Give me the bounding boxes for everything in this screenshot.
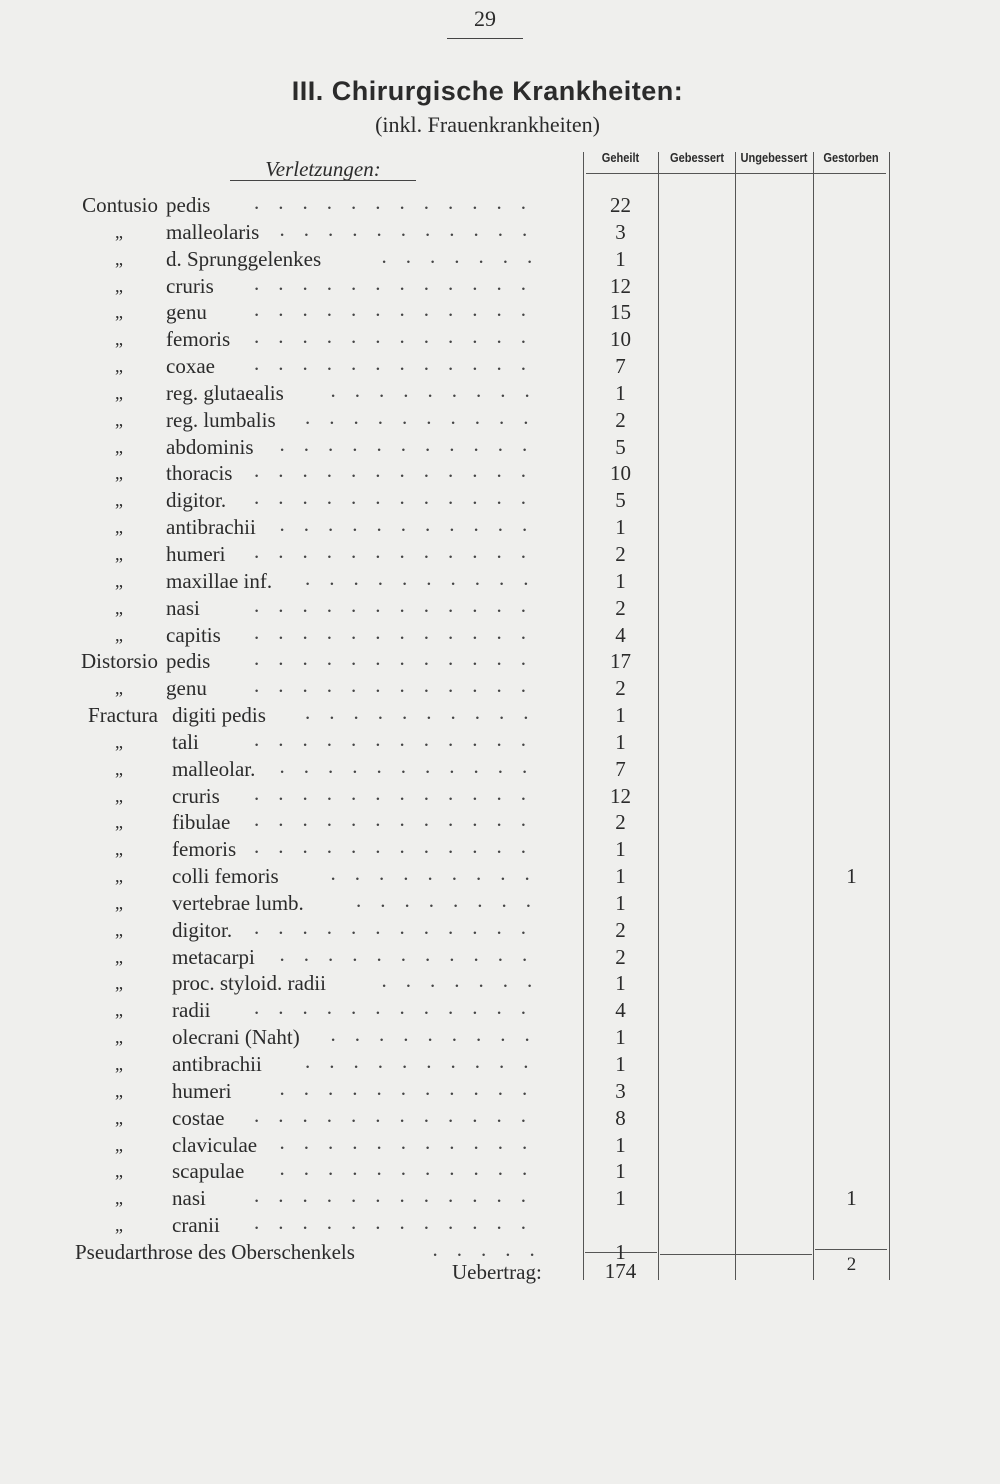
table-row	[0, 995, 1000, 1025]
row-label: colli femoris	[172, 864, 279, 889]
row-label: genu	[166, 676, 207, 701]
dot-leader: ..........	[305, 700, 548, 725]
dot-leader: ............	[254, 1102, 545, 1127]
row-prefix: „	[115, 570, 123, 591]
cell-geheilt: 2	[615, 676, 626, 701]
table-row	[0, 1049, 1000, 1079]
table-row	[0, 270, 1000, 301]
dot-leader: ............	[254, 914, 545, 939]
row-prefix: „	[115, 275, 123, 296]
row-label: humeri	[166, 541, 226, 566]
row-label: malleolar.	[172, 756, 256, 781]
cell-geheilt: 3	[615, 219, 626, 244]
row-label: digitor.	[166, 488, 227, 513]
row-prefix: Distorsio	[80, 649, 158, 674]
row-label: genu	[166, 300, 207, 325]
row-label: coxae	[166, 354, 215, 379]
row-prefix: Contusio	[82, 193, 158, 217]
row-prefix: „	[115, 1107, 123, 1128]
dot-leader: ............	[254, 324, 545, 349]
table-row	[0, 807, 1000, 837]
row-label: scapulae	[172, 1159, 245, 1184]
cell-geheilt: 15	[610, 300, 631, 325]
row-label: reg. glutaealis	[166, 380, 284, 405]
row-label: proc. styloid. radii	[172, 971, 326, 996]
cell-geheilt: 1	[615, 729, 626, 754]
table-row	[0, 512, 1000, 542]
section-title: III. Chirurgische Krankheiten:	[291, 76, 684, 106]
row-label: nasi	[172, 1186, 206, 1211]
cell-geheilt: 10	[610, 461, 631, 486]
row-label: vertebrae lumb.	[172, 890, 304, 915]
row-prefix: „	[115, 302, 123, 323]
row-prefix: „	[115, 946, 123, 967]
row-label: femoris	[166, 327, 231, 352]
row-label: radii	[172, 998, 211, 1023]
row-prefix: „	[115, 1161, 123, 1182]
table-row	[0, 861, 1000, 891]
dot-leader: ............	[254, 807, 545, 832]
cell-geheilt: 5	[615, 488, 626, 513]
cell-geheilt: 2	[615, 595, 626, 620]
row-prefix: „	[115, 436, 123, 457]
header-rule	[586, 173, 886, 174]
row-prefix: „	[115, 785, 123, 806]
row-prefix: Fractura	[88, 703, 158, 728]
column-header-ungebessert: Ungebessert	[740, 150, 808, 165]
carry-died-total: 2	[846, 1254, 857, 1275]
row-prefix: „	[115, 973, 123, 994]
dot-leader: ........	[356, 887, 550, 912]
dot-leader: .......	[381, 243, 552, 268]
cell-geheilt: 10	[610, 327, 631, 352]
cell-geheilt: 7	[615, 354, 626, 379]
cell-geheilt: 8	[615, 1105, 626, 1130]
cell-geheilt: 2	[615, 810, 626, 835]
cell-geheilt: 4	[615, 622, 626, 647]
table-row	[0, 324, 1000, 354]
cell-geheilt: 1	[615, 568, 626, 593]
cell-geheilt: 2	[615, 917, 626, 942]
dot-leader: ............	[254, 1210, 545, 1235]
row-label: pedis	[166, 193, 211, 217]
dot-leader: ............	[254, 270, 545, 295]
row-prefix: „	[115, 382, 123, 403]
dot-leader: ...........	[279, 431, 547, 456]
row-label: capitis	[166, 622, 221, 647]
row-prefix: „	[115, 490, 123, 511]
cell-geheilt: 1	[615, 380, 626, 405]
dot-leader: ............	[254, 995, 545, 1020]
row-prefix: „	[115, 1188, 123, 1209]
table-row	[0, 592, 1000, 623]
row-prefix: „	[115, 678, 123, 699]
dot-leader: ............	[254, 297, 545, 322]
table-row	[0, 431, 1000, 462]
row-label: reg. lumbalis	[166, 407, 276, 432]
section-subtitle: (inkl. Frauenkrankheiten)	[375, 112, 600, 137]
cell-geheilt: 1	[615, 515, 626, 540]
row-prefix: „	[115, 866, 123, 887]
cell-geheilt: 1	[615, 1132, 626, 1157]
cell-geheilt: 1	[615, 246, 626, 271]
cell-geheilt: 3	[615, 1078, 626, 1103]
dot-leader: ............	[254, 646, 545, 671]
dot-leader: ............	[254, 190, 545, 214]
dot-leader: ..........	[305, 565, 548, 590]
table-row	[0, 243, 1000, 274]
column-header-gestorben: Gestorben	[823, 150, 879, 165]
table-row	[0, 726, 1000, 757]
row-prefix: „	[115, 356, 123, 377]
row-prefix: „	[115, 221, 123, 242]
row-prefix: „	[115, 463, 123, 484]
cell-geheilt: 1	[615, 837, 626, 862]
table-row	[0, 1183, 1000, 1213]
cell-geheilt: 1	[615, 703, 626, 728]
cell-geheilt: 1	[615, 864, 626, 889]
dot-leader: .........	[330, 377, 549, 402]
dot-leader: ............	[254, 1183, 545, 1208]
cell-gestorben: 1	[846, 864, 857, 889]
cell-geheilt: 1	[615, 971, 626, 996]
dot-leader: ...........	[279, 216, 547, 241]
row-label: Pseudarthrose des Oberschenkels	[75, 1239, 355, 1264]
table-row	[0, 1129, 1000, 1160]
dot-leader: ..........	[305, 1049, 548, 1073]
row-prefix: „	[115, 758, 123, 779]
table-row	[0, 941, 1000, 972]
cell-geheilt: 5	[615, 434, 626, 459]
row-label: tali	[172, 729, 199, 754]
dot-leader: ............	[254, 538, 545, 563]
row-label: cruris	[166, 273, 214, 298]
cell-geheilt: 22	[610, 193, 631, 217]
table-body	[0, 190, 1000, 1267]
row-label: antibrachii	[172, 1052, 262, 1076]
dot-leader: ............	[254, 351, 545, 376]
column-header-geheilt: Geheilt	[601, 150, 640, 165]
dot-leader: .........	[330, 1022, 549, 1047]
cell-geheilt: 17	[610, 649, 631, 674]
cell-geheilt: 2	[615, 944, 626, 969]
dot-leader: ...........	[279, 1129, 547, 1154]
row-prefix: „	[115, 517, 123, 538]
row-label: antibrachii	[166, 515, 256, 540]
table-row	[0, 753, 1000, 784]
cell-gestorben: 1	[846, 1186, 857, 1211]
dot-leader: ............	[254, 485, 545, 510]
cell-geheilt: 1	[615, 1239, 626, 1264]
table-row	[0, 1075, 1000, 1106]
row-prefix: „	[115, 892, 123, 913]
cell-geheilt: 1	[615, 1052, 626, 1076]
row-prefix: „	[115, 1080, 123, 1101]
subheading: Verletzungen:	[265, 157, 381, 181]
row-label: pedis	[166, 649, 211, 674]
table-row	[0, 190, 1000, 220]
table-row	[0, 404, 1000, 435]
row-label: cranii	[172, 1213, 220, 1238]
page-number: 29	[474, 6, 496, 31]
dot-leader: ............	[254, 458, 545, 483]
dot-leader: ...........	[279, 753, 547, 778]
cell-geheilt: 1	[615, 1025, 626, 1050]
row-label: costae	[172, 1105, 225, 1130]
row-label: claviculae	[172, 1132, 258, 1157]
carry-healed-total: 174	[604, 1259, 637, 1283]
table-row	[0, 1102, 1000, 1133]
row-prefix: „	[115, 731, 123, 752]
table-row	[0, 673, 1000, 703]
row-label: femoris	[172, 837, 237, 862]
row-label: metacarpi	[172, 944, 255, 969]
table-row	[0, 968, 1000, 998]
cell-geheilt: 2	[615, 541, 626, 566]
cell-geheilt: 12	[610, 783, 631, 808]
cell-geheilt: 2	[615, 407, 626, 432]
dot-leader: ............	[254, 619, 545, 644]
dot-leader: ...........	[279, 512, 547, 537]
subheading-rule	[230, 180, 416, 181]
row-prefix: „	[115, 1215, 123, 1236]
row-label: abdominis	[166, 434, 254, 459]
dot-leader: ...........	[279, 941, 547, 966]
table-row	[0, 646, 1000, 676]
dot-leader: ............	[254, 780, 545, 805]
table-row	[0, 619, 1000, 650]
table-row	[0, 538, 1000, 569]
row-prefix: „	[115, 1054, 123, 1074]
row-label: maxillae inf.	[166, 568, 273, 593]
cell-geheilt: 12	[610, 273, 631, 298]
table-row	[0, 297, 1000, 327]
dot-leader: .....	[432, 1236, 554, 1261]
dot-leader: .......	[381, 968, 552, 993]
row-prefix: „	[115, 543, 123, 564]
row-label: digiti pedis	[172, 703, 266, 728]
table-row	[0, 351, 1000, 381]
row-label: d. Sprunggelenkes	[166, 246, 322, 271]
cell-geheilt: 1	[615, 1186, 626, 1211]
row-prefix: „	[115, 1134, 123, 1155]
cell-geheilt: 4	[615, 998, 626, 1023]
table-row	[0, 1156, 1000, 1186]
dot-leader: ...........	[279, 1075, 547, 1100]
row-label: digitor.	[172, 917, 233, 942]
table-row	[0, 834, 1000, 864]
table-row	[0, 565, 1000, 596]
cell-geheilt: 1	[615, 890, 626, 915]
table-row	[0, 700, 1000, 730]
dot-leader: ............	[254, 673, 545, 698]
row-label: nasi	[166, 595, 200, 620]
table-row	[0, 780, 1000, 811]
row-prefix: „	[115, 597, 123, 618]
column-header-gebessert: Gebessert	[669, 150, 725, 165]
row-prefix: „	[115, 1000, 123, 1021]
row-label: humeri	[172, 1078, 232, 1103]
row-prefix: „	[115, 919, 123, 940]
table-row	[0, 216, 1000, 247]
row-prefix: „	[115, 624, 123, 645]
row-prefix: „	[115, 329, 123, 350]
dot-leader: ..........	[305, 404, 548, 429]
row-label: fibulae	[172, 810, 231, 835]
row-prefix: „	[115, 812, 123, 833]
table-row	[0, 1022, 1000, 1052]
table-row	[0, 887, 1000, 918]
table-row	[0, 914, 1000, 945]
row-prefix: „	[115, 409, 123, 430]
dot-leader: .........	[330, 861, 549, 886]
row-label: malleolaris	[166, 219, 260, 244]
row-label: olecrani (Naht)	[172, 1025, 300, 1050]
row-label: thoracis	[166, 461, 233, 486]
table-row	[0, 377, 1000, 408]
dot-leader: ............	[254, 726, 545, 751]
carry-label: Uebertrag:	[452, 1260, 542, 1284]
cell-geheilt: 7	[615, 756, 626, 781]
table-row	[0, 1210, 1000, 1240]
dot-leader: ............	[254, 834, 545, 859]
cell-geheilt: 1	[615, 1159, 626, 1184]
table-row	[0, 458, 1000, 488]
dot-leader: ............	[254, 592, 545, 617]
page-number-rule	[447, 38, 523, 39]
row-prefix: „	[115, 839, 123, 860]
table-row	[0, 485, 1000, 515]
row-label: cruris	[172, 783, 220, 808]
row-prefix: „	[115, 248, 123, 269]
row-prefix: „	[115, 1027, 123, 1048]
dot-leader: ...........	[279, 1156, 547, 1181]
